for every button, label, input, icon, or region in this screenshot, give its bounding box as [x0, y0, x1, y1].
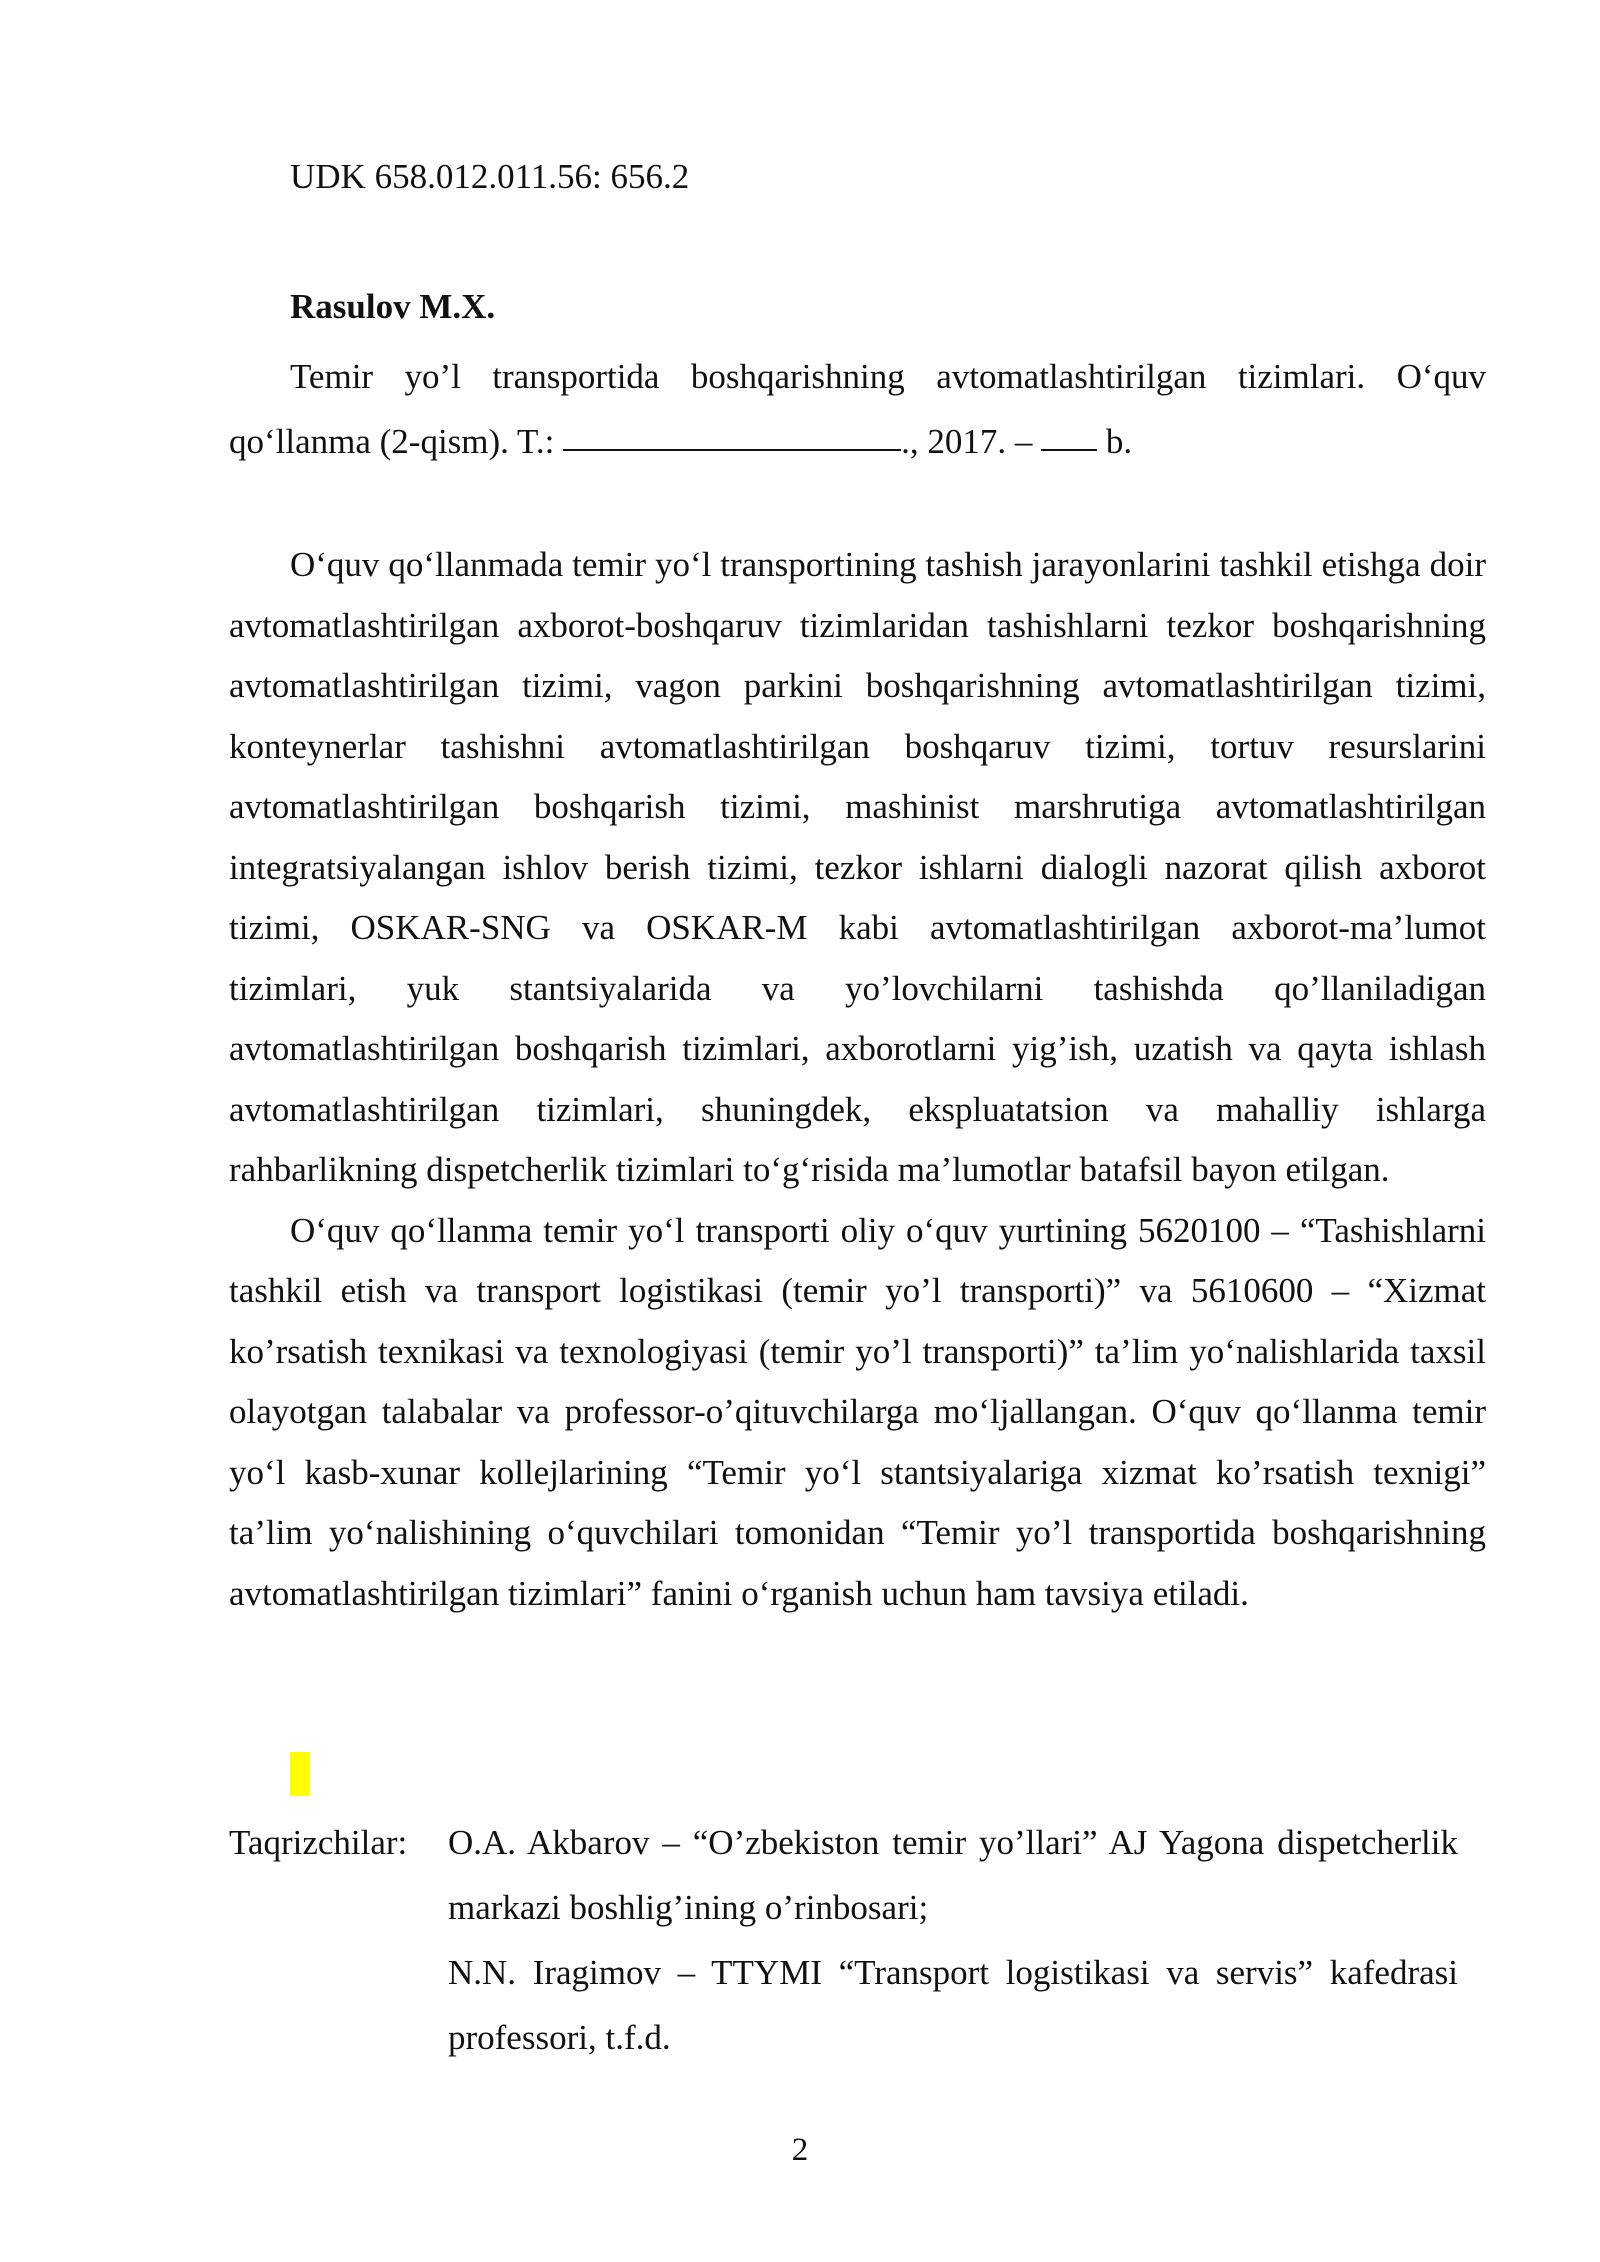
reviewer-1: O.A. Akbarov – “O’zbekiston temir yo’llari” AJ Yagona dispetcherlik markazi boshlig’ining o’rinbosari;	[448, 1823, 1458, 1927]
reviewers-label: Taqrizchilar:	[229, 1823, 408, 1862]
biblio-text-after: b.	[1097, 422, 1133, 461]
udk-code: UDK 658.012.011.56: 656.2	[290, 157, 690, 196]
biblio-text-middle: ., 2017. –	[901, 422, 1042, 461]
abstract-paragraph-1: O‘quv qo‘llanmada temir yo‘l transportining tashish jarayonlarini tashkil etishga doir avtomatlashtirilgan axborot-boshqaruv tizimlaridan tashishlarni tezkor boshqarishning avtomatlashtirilgan tizimi, vagon parkini boshqarishning avtomatlashtirilgan tizimi, konteynerlar tashishni avtomatlashtirilgan boshqaruv tizimi, tortuv resurslarini avtomatlashtirilgan boshqarish tizimi, mashinist marshrutiga avtomatlashtirilgan integratsiyalangan ishlov berish tizimi, tezkor ishlarni dialogli nazorat qilish axborot tizimi, OSKAR-SNG va OSKAR-M kabi avtomatlashtirilgan axborot-ma’lumot tizimlari, yuk stantsiyalarida va yo’lovchilarni tashishda qo’llaniladigan avtomatlashtirilgan boshqarish tizimlari, axborotlarni yig’ish, uzatish va qayta ishlash avtomatlashtirilgan tizimlari, shuningdek, ekspluatatsion va mahalliy ishlarga rahbarlikning dispetcherlik tizimlari to‘g‘risida ma’lumotlar batafsil bayon etilgan.	[229, 545, 1486, 1189]
publisher-blank-line	[563, 448, 901, 451]
pages-blank-line	[1041, 448, 1097, 451]
highlight-mark	[290, 1752, 310, 1796]
biblio-text-before: Temir yo’l transportida boshqarishning avtomatlashtirilgan tizimlari. O‘quv qo‘llanma (2-qism). T.:	[229, 357, 1486, 461]
page-number: 2	[791, 2132, 809, 2168]
author-name: Rasulov M.X.	[290, 287, 496, 326]
bibliographic-reference	[229, 344, 1486, 474]
abstract	[229, 535, 1486, 1624]
reviewers-list	[448, 1810, 1458, 2070]
abstract-paragraph-2: O‘quv qo‘llanma temir yo‘l transporti oliy o‘quv yurtining 5620100 – “Tashishlarni tashkil etish va transport logistikasi (temir yo’l transporti)” va 5610600 – “Xizmat ko’rsatish texnikasi va texnologiyasi (temir yo’l transporti)” ta’lim yo‘nalishlarida taxsil olayotgan talabalar va professor-o’qituvchilarga mo‘ljallangan. O‘quv qo‘llanma temir yo‘l kasb-xunar kollejlarining “Temir yo‘l stantsiyalariga xizmat ko’rsatish texnigi” ta’lim yo‘nalishining o‘quvchilari tomonidan “Temir yo’l transportida boshqarishning avtomatlashtirilgan tizimlari” fanini o‘rganish uchun ham tavsiya etiladi.	[229, 1210, 1486, 1613]
reviewer-2: N.N. Iragimov – TTYMI “Transport logistikasi va servis” kafedrasi professori, t.f.d.	[448, 1953, 1458, 2057]
